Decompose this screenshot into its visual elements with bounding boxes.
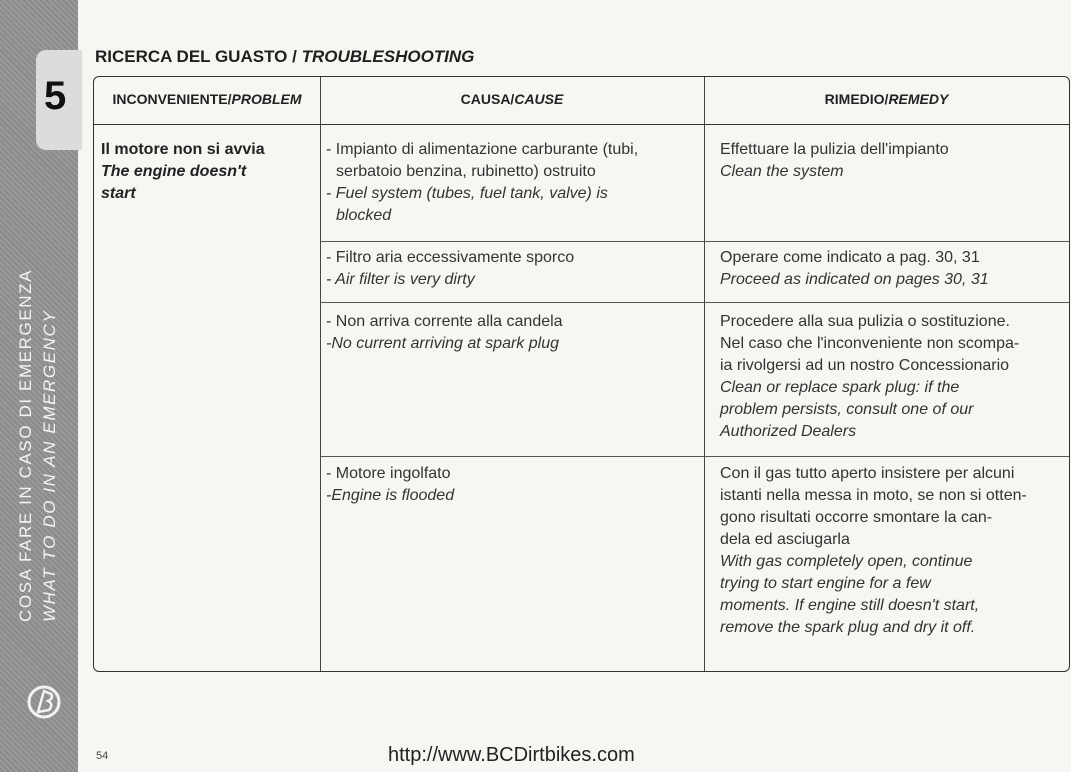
row-divider bbox=[320, 456, 1069, 457]
remedy-cell: Operare come indicato a pag. 30, 31 Proceed as indicated on pages 30, 31 bbox=[720, 249, 989, 288]
row-divider bbox=[320, 241, 1069, 242]
troubleshooting-table bbox=[93, 76, 1070, 672]
header-remedy: RIMEDIO/REMEDY bbox=[824, 91, 949, 107]
beta-logo-icon bbox=[24, 682, 64, 722]
cause-cell: - Non arriva corrente alla candela -No current arriving at spark plug bbox=[326, 313, 563, 352]
column-divider bbox=[704, 77, 705, 671]
side-title bbox=[14, 202, 62, 622]
cause-cell: - Motore ingolfato -Engine is flooded bbox=[326, 465, 455, 504]
remedy-cell: Effettuare la pulizia dell'impianto Clean the system bbox=[720, 141, 949, 180]
page-number: 54 bbox=[96, 750, 109, 762]
cause-cell: - Impianto di alimentazione carburante (tubi, serbatoio benzina, rubinetto) ostruito - Fuel system (tubes, fuel tank, valve) is blocked bbox=[326, 141, 639, 224]
page-title-it: RICERCA DEL GUASTO / bbox=[95, 47, 297, 66]
problem-cell: Il motore non si avvia The engine doesn't start bbox=[101, 141, 265, 202]
side-title-it: COSA FARE IN CASO DI EMERGENZA bbox=[16, 268, 35, 622]
header-cause: CAUSA/CAUSE bbox=[460, 91, 564, 107]
header-problem: INCONVENIENTE/PROBLEM bbox=[112, 91, 302, 107]
cause-cell: - Filtro aria eccessivamente sporco - Air filter is very dirty bbox=[326, 249, 575, 288]
row-divider bbox=[320, 302, 1069, 303]
remedy-cell: Con il gas tutto aperto insistere per alcuni istanti nella messa in moto, se non si otten- gono risultati occorre smontare la can- dela ed asciugarla With gas completely open, continue trying to start engine for a few moments. If engine still doesn't start, remove the spark plug and dry it off. bbox=[720, 465, 1027, 636]
page-title-en: TROUBLESHOOTING bbox=[301, 47, 475, 66]
column-divider bbox=[320, 77, 321, 671]
chapter-number: 5 bbox=[44, 74, 67, 118]
remedy-cell: Procedere alla sua pulizia o sostituzione. Nel caso che l'inconveniente non scompa- ia rivolgersi ad un nostro Concessionario Clean or replace spark plug: if the problem persists, consult one of our Authorized Dealers bbox=[720, 313, 1020, 440]
side-title-en: WHAT TO DO IN AN EMERGENCY bbox=[40, 309, 59, 622]
header-divider bbox=[94, 124, 1069, 125]
footer-url[interactable]: http://www.BCDirtbikes.com bbox=[388, 744, 635, 766]
page-title bbox=[95, 47, 474, 67]
